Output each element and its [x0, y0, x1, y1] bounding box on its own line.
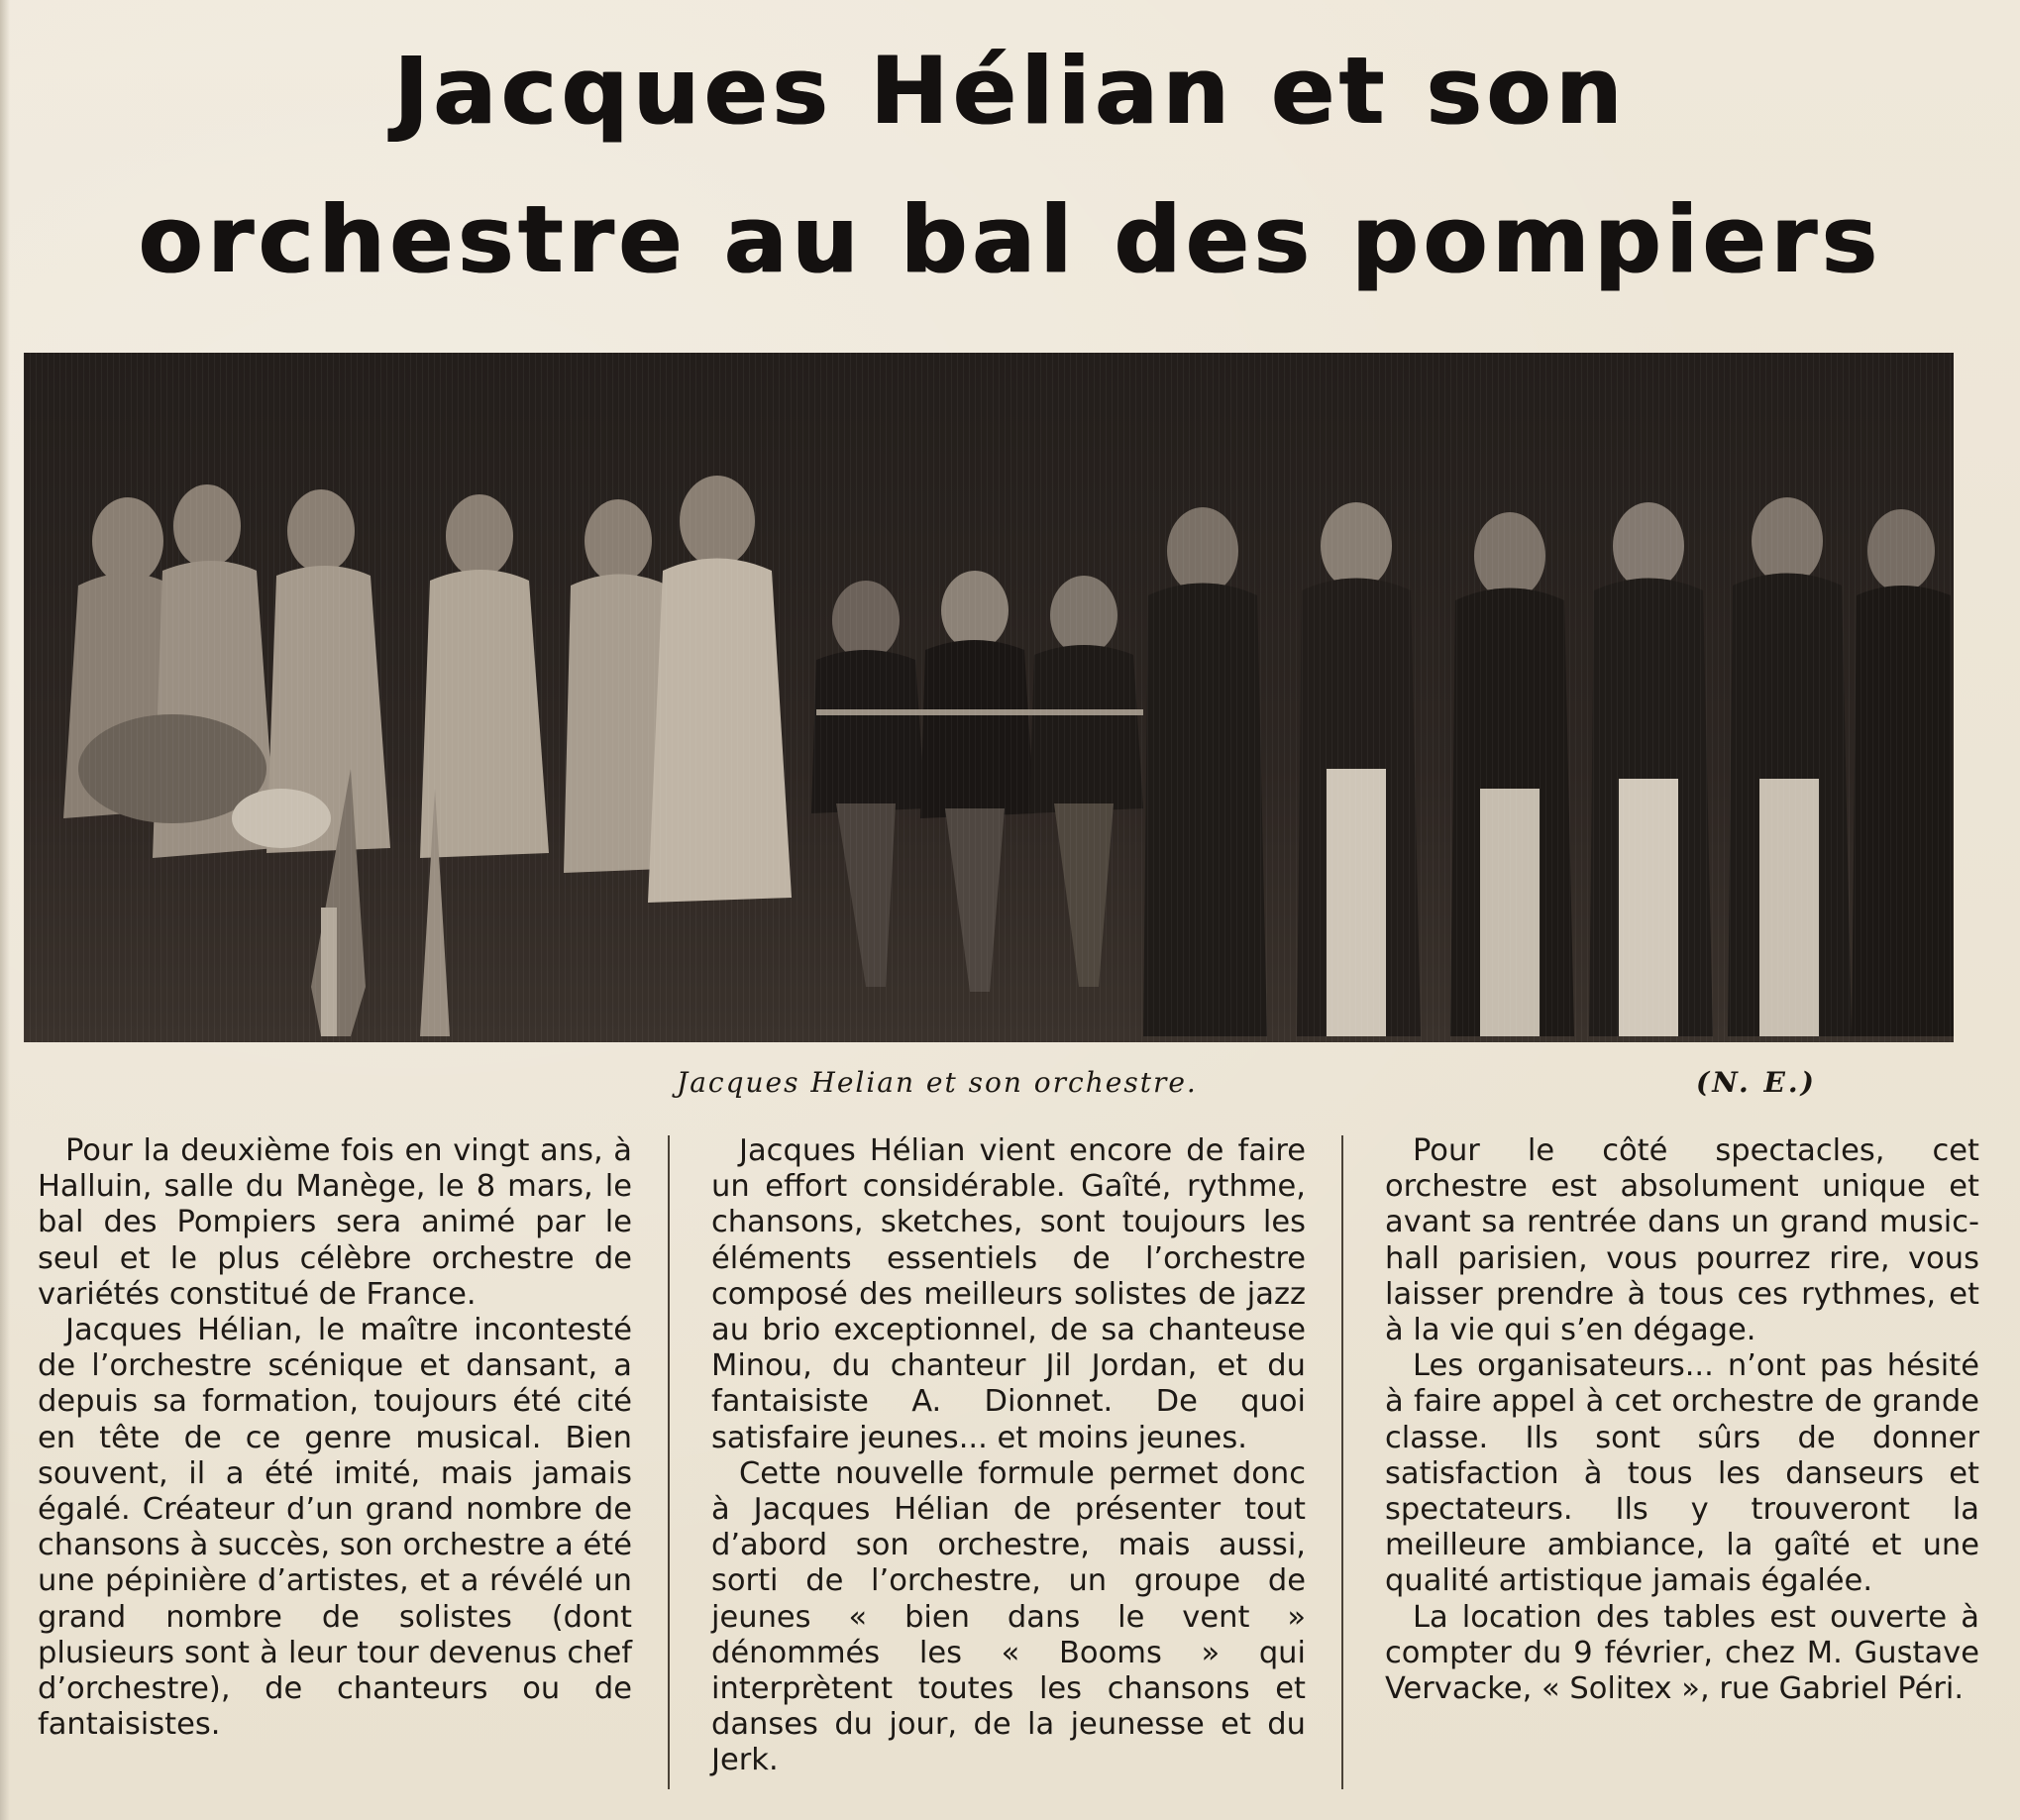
headline [40, 18, 1981, 315]
article-column-1 [38, 1133, 632, 1743]
article-column-2 [711, 1133, 1306, 1779]
paragraph: Jacques Hélian, le maître incontesté de l’orchestre scénique et dansant, a depuis sa formation, toujours été cité en tête de ce genre musical. Bien souvent, il a été imité, mais jamais égalé. Créateur d’un grand nombre de chansons à succès, son orchestre a été une pépinière d’artistes, et a révélé un grand nombre de solistes (dont plusieurs sont à leur tour devenus chef d’orchestre), de chanteurs ou de fantaisistes. [38, 1313, 632, 1743]
paragraph: Cette nouvelle formule permet donc à Jacques Hélian de présenter tout d’abord son orchestre, mais aussi, sorti de l’orchestre, un groupe de jeunes « bien dans le vent » dénommés les « Booms » qui interprètent toutes les chansons et danses du jour, de la jeunesse et du Jerk. [711, 1455, 1306, 1778]
column-rule [668, 1135, 670, 1789]
column-rule [1341, 1135, 1343, 1789]
photo-image [24, 353, 1954, 1042]
orchestre-photo [24, 353, 1954, 1042]
headline-line-2: orchestre au bal des pompiers [139, 186, 1882, 294]
article-column-3 [1385, 1133, 1979, 1707]
photo-caption: Jacques Helian et son orchestre. [677, 1066, 1198, 1099]
paragraph: Pour la deuxième fois en vingt ans, à Halluin, salle du Manège, le 8 mars, le bal des Pompiers sera animé par le seul et le plus célèbre orchestre de variétés constitué de France. [38, 1133, 632, 1312]
paragraph: Les organisateurs... n’ont pas hésité à faire appel à cet orchestre de grande classe. Ils sont sûrs de donner satisfaction à tous les danseurs et spectateurs. Ils y trouveront la meilleure ambiance, la gaîté et une qualité artistique jamais égalée. [1385, 1348, 1979, 1599]
photo-credit: (N. E.) [1696, 1066, 1817, 1099]
page-edge [0, 0, 10, 1820]
paragraph: La location des tables est ouverte à compter du 9 février, chez M. Gustave Vervacke, « Solitex », rue Gabriel Péri. [1385, 1599, 1979, 1707]
paragraph: Jacques Hélian vient encore de faire un effort considérable. Gaîté, rythme, chansons, sketches, sont toujours les éléments essentiels de l’orchestre composé des meilleurs solistes de jazz au brio exceptionnel, de sa chanteuse Minou, du chanteur Jil Jordan, et du fantaisiste A. Dionnet. De quoi satisfaire jeunes... et moins jeunes. [711, 1133, 1306, 1455]
paragraph: Pour le côté spectacles, cet orchestre est absolument unique et avant sa rentrée dans un grand music-hall parisien, vous pourrez rire, vous laisser prendre à tous ces rythmes, et à la vie qui s’en dégage. [1385, 1133, 1979, 1348]
headline-line-1: Jacques Hélian et son [393, 38, 1628, 146]
